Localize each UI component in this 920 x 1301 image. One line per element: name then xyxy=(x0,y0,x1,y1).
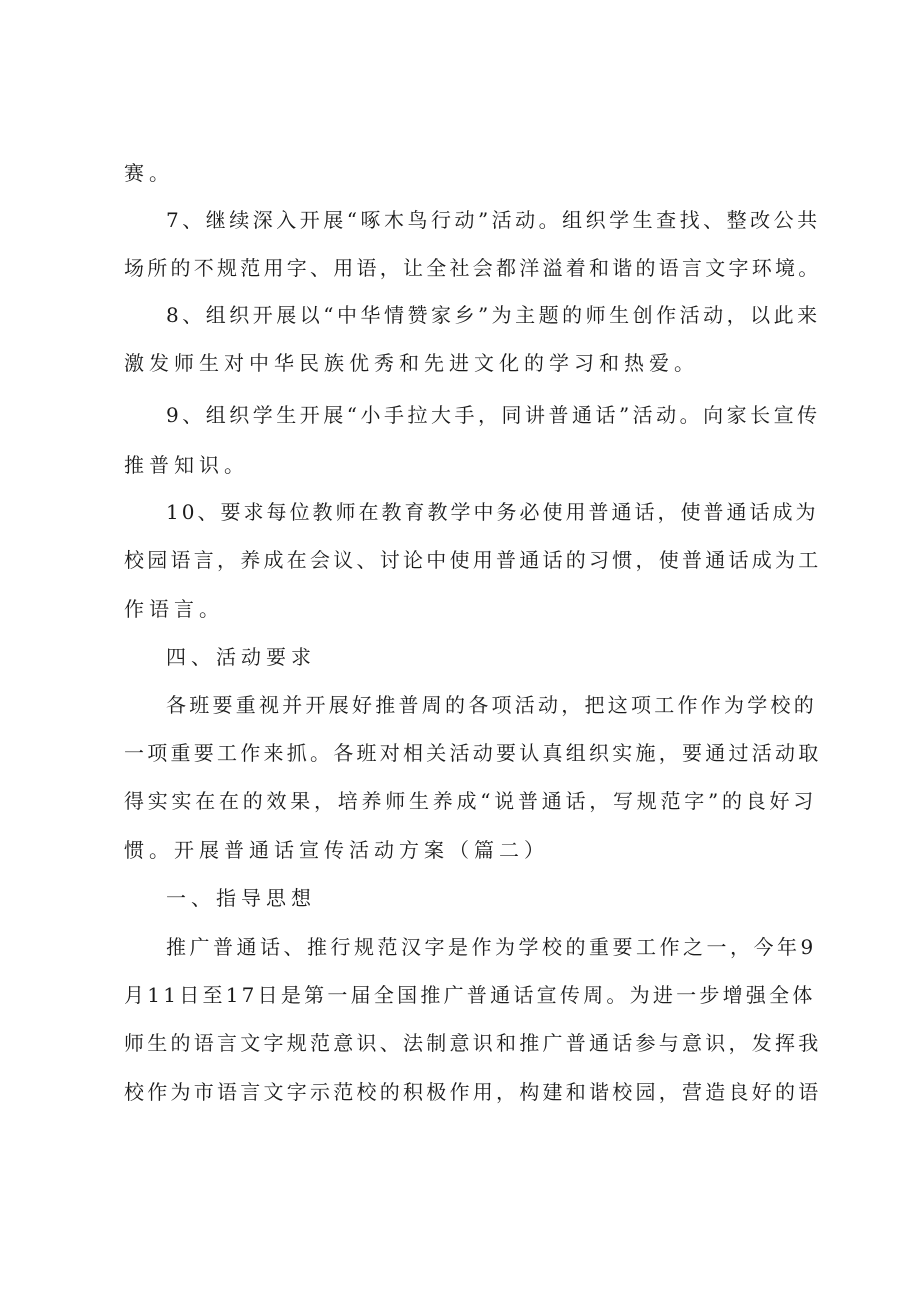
text-line: 推普知识。 xyxy=(124,453,249,477)
text-line: 校作为市语言文字示范校的积极作用，构建和谐校园，营造良好的语 xyxy=(124,1080,822,1104)
text-line: 惯。开展普通话宣传活动方案（篇二） xyxy=(124,838,549,862)
text-line: 月11日至17日是第一届全国推广普通话宣传周。为进一步增强全体 xyxy=(124,983,816,1007)
text-line: 推广普通话、推行规范汉字是作为学校的重要工作之一，今年9 xyxy=(166,935,817,959)
text-line: 场所的不规范用字、用语，让全社会都洋溢着和谐的语言文字环境。 xyxy=(124,256,822,280)
section-heading: 四、活动要求 xyxy=(166,645,316,669)
text-line: 一项重要工作来抓。各班对相关活动要认真组织实施，要通过活动取 xyxy=(124,741,822,765)
text-line: 8、组织开展以“中华情赞家乡”为主题的师生创作活动，以此来 xyxy=(166,303,821,327)
section-heading: 一、指导思想 xyxy=(166,886,316,910)
text-line: 得实实在在的效果，培养师生养成“说普通话，写规范字”的良好习 xyxy=(124,789,817,813)
text-line: 7、继续深入开展“啄木鸟行动”活动。组织学生查找、整改公共 xyxy=(166,208,821,232)
text-line: 师生的语言文字规范意识、法制意识和推广普通话参与意识，发挥我 xyxy=(124,1031,822,1055)
text-line: 各班要重视并开展好推普周的各项活动，把这项工作作为学校的 xyxy=(166,693,817,717)
text-line: 赛。 xyxy=(124,161,174,185)
text-line: 9、组织学生开展“小手拉大手，同讲普通话”活动。向家长宣传 xyxy=(166,403,821,427)
text-line: 10、要求每位教师在教育教学中务必使用普通话，使普通话成为 xyxy=(166,500,819,524)
text-line: 激发师生对中华民族优秀和先进文化的学习和热爱。 xyxy=(124,351,699,375)
text-line: 作语言。 xyxy=(124,597,224,621)
text-line: 校园语言，养成在会议、讨论中使用普通话的习惯，使普通话成为工 xyxy=(124,548,822,572)
